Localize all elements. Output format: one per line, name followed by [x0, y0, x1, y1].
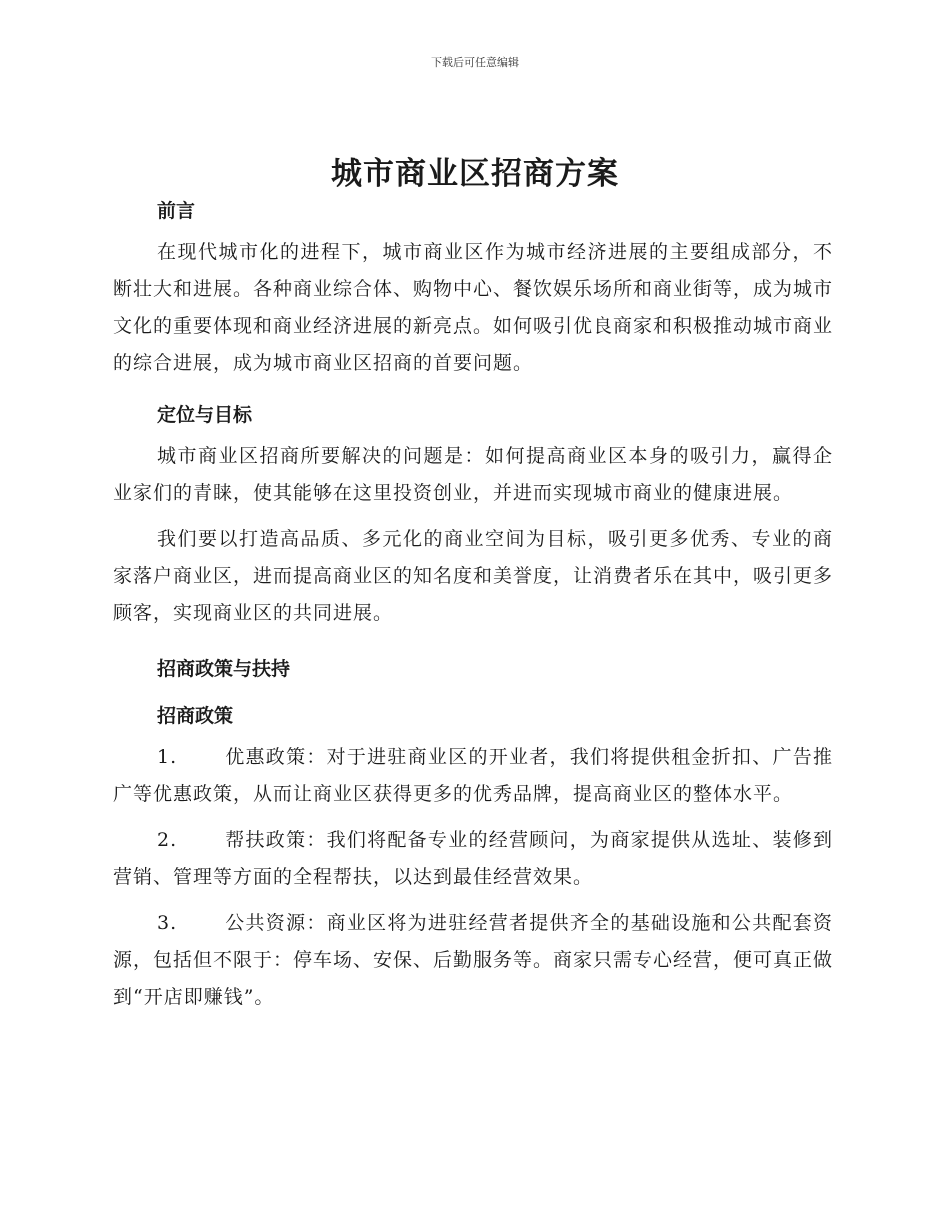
list-item-number: 2. [157, 829, 178, 851]
document-body [113, 193, 833, 1025]
list-item [113, 739, 833, 813]
list-item-text: 帮扶政策：我们将配备专业的经营顾问，为商家提供从选址、装修到营销、管理等方面的全程帮扶，以达到最佳经营效果。 [113, 829, 833, 888]
list-item-text: 公共资源：商业区将为进驻经营者提供齐全的基础设施和公共配套资源，包括但不限于：停车场、安保、后勤服务等。商家只需专心经营，便可真正做到“开店即赚钱”。 [113, 912, 834, 1008]
paragraph-goal-1: 城市商业区招商所要解决的问题是：如何提高商业区本身的吸引力，赢得企业家们的青睐，使其能够在这里投资创业，并进而实现城市商业的健康进展。 [113, 445, 833, 504]
list-item [113, 905, 833, 1016]
document-title: 城市商业区招商方案 [331, 156, 619, 192]
list-item-number: 3. [157, 912, 178, 934]
section-heading-policy: 招商政策 [157, 705, 234, 727]
section-heading-preface: 前言 [157, 200, 196, 222]
section-heading-goal: 定位与目标 [157, 404, 253, 426]
paragraph-preface: 在现代城市化的进程下，城市商业区作为城市经济进展的主要组成部分，不断壮大和进展。各种商业综合体、购物中心、餐饮娱乐场所和商业街等，成为城市文化的重要体现和商业经济进展的新亮点。如何吸引优良商家和积极推动城市商业的综合进展，成为城市商业区招商的首要问题。 [113, 241, 834, 374]
page-header: 下载后可任意编辑 [431, 56, 519, 69]
list-item [113, 822, 833, 896]
section-heading-policy-support: 招商政策与扶持 [157, 658, 291, 680]
list-item-number: 1. [157, 746, 178, 768]
list-item-text: 优惠政策：对于进驻商业区的开业者，我们将提供租金折扣、广告推广等优惠政策，从而让商业区获得更多的优秀品牌，提高商业区的整体水平。 [113, 746, 833, 805]
paragraph-goal-2: 我们要以打造高品质、多元化的商业空间为目标，吸引更多优秀、专业的商家落户商业区，进而提高商业区的知名度和美誉度，让消费者乐在其中，吸引更多顾客，实现商业区的共同进展。 [113, 528, 834, 624]
